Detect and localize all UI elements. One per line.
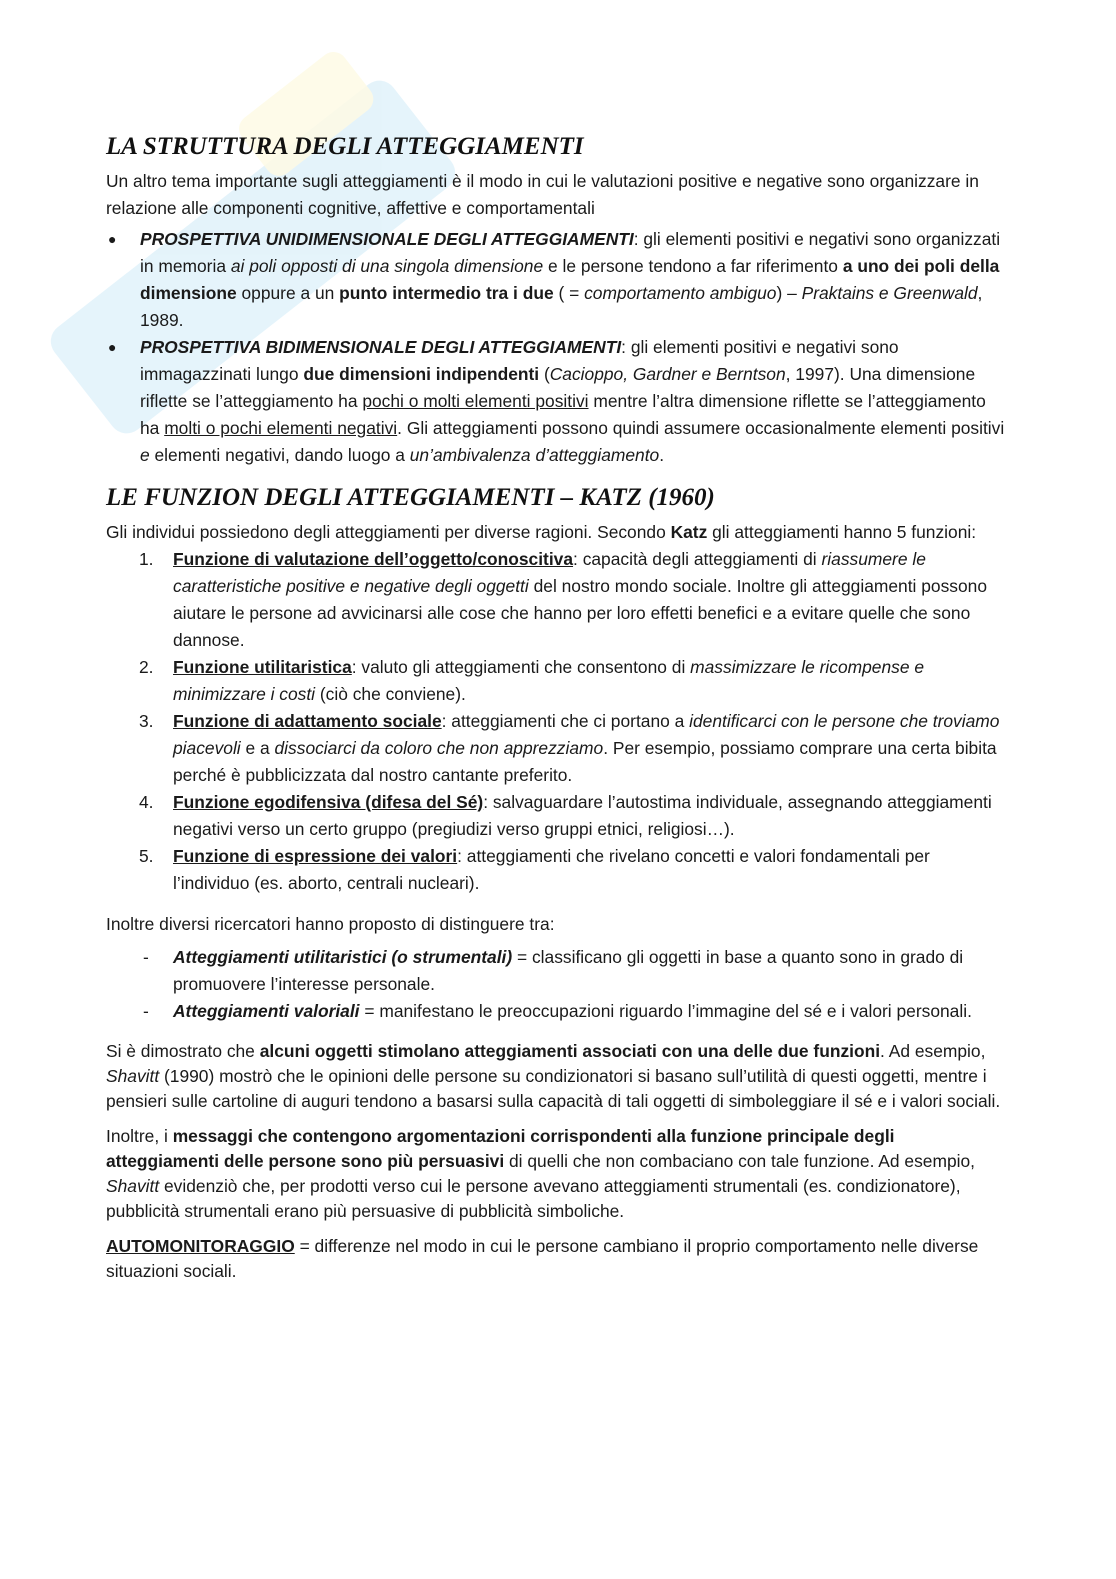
section-title-structure: LA STRUTTURA DEGLI ATTEGGIAMENTI: [106, 133, 584, 160]
list-item: 5. Funzione di espressione dei valori: atteggiamenti che rivelano concetti e valori fondamentali per l’individuo (es. aborto, centrali nucleari).: [139, 846, 930, 893]
list-item: - Atteggiamenti valoriali = manifestano le preoccupazioni riguardo l’immagine del sé e i valori personali.: [143, 1001, 972, 1021]
list-item: 2. Funzione utilitaristica: valuto gli atteggiamenti che consentono di massimizzare le ricompense e minimizzare i costi (ciò che conviene).: [139, 657, 925, 704]
list-item: 3. Funzione di adattamento sociale: atteggiamenti che ci portano a identificarci con le persone che troviamo piacevoli e a dissociarci da coloro che non apprezziamo. Per esempio, possiamo comprare una certa bibita perché è pubblicizzata dal nostro cantante preferito.: [139, 711, 1000, 785]
self-monitoring-paragraph: AUTOMONITORAGGIO = differenze nel modo in cui le persone cambiano il proprio comportamento nelle diverse situazioni sociali.: [106, 1236, 979, 1281]
messages-paragraph: Inoltre, i messaggi che contengono argomentazioni corrispondenti alla funzione principale degli atteggiamenti delle persone sono più persuasivi di quelli che non combaciano con tale funzione. Ad esempio, Shavitt evidenziò che, per prodotti verso cui le persone avevano atteggiamenti strumentali (es. condizionatore), pubblicità strumentali erano più persuasive di pubblicità simboliche.: [106, 1126, 975, 1221]
list-item: 1. Funzione di valutazione dell’oggetto/conoscitiva: capacità degli atteggiamenti di riassumere le caratteristiche positive e negative degli oggetti del nostro mondo sociale. Inoltre gli atteggiamenti possono aiutare le persone ad avvicinarsi alle cose che hanno per loro effetti benefici e a evitare quelle che sono dannose.: [139, 549, 987, 650]
attitude-types-list: [106, 944, 1006, 1025]
document-page: [106, 130, 1006, 1294]
bullet-icon: ●: [108, 339, 117, 355]
functions-intro: Gli individui possiedono degli atteggiamenti per diverse ragioni. Secondo Katz gli atteggiamenti hanno 5 funzioni:: [106, 522, 977, 542]
list-item: ● PROSPETTIVA UNIDIMENSIONALE DEGLI ATTEGGIAMENTI: gli elementi positivi e negativi sono organizzati in memoria ai poli opposti di una singola dimensione e le persone tendono a far riferimento a uno dei poli della dimensione oppure a un punto intermedio tra i due ( = comportamento ambiguo) – Praktains e Greenwald, 1989.: [106, 226, 1006, 334]
perspective-list: [106, 226, 1006, 469]
bullet-icon: ●: [108, 231, 117, 247]
list-item: 4. Funzione egodifensiva (difesa del Sé): salvaguardare l’autostima individuale, assegnando atteggiamenti negativi verso un certo gruppo (pregiudizi verso gruppi etnici, religiosi…).: [139, 792, 992, 839]
list-item: - Atteggiamenti utilitaristici (o strumentali) = classificano gli oggetti in base a quanto sono in grado di promuovere l’interesse personale.: [143, 947, 964, 994]
intro-paragraph: Un altro tema importante sugli atteggiamenti è il modo in cui le valutazioni positive e negative sono organizzare in relazione alle componenti cognitive, affettive e comportamentali: [106, 171, 979, 218]
section-title-functions: LE FUNZION DEGLI ATTEGGIAMENTI – KATZ (1960): [106, 484, 715, 511]
functions-list: [106, 546, 1006, 897]
list-item: ● PROSPETTIVA BIDIMENSIONALE DEGLI ATTEGGIAMENTI: gli elementi positivi e negativi sono immagazzinati lungo due dimensioni indipendenti (Cacioppo, Gardner e Berntson, 1997). Una dimensione riflette se l’atteggiamento ha pochi o molti elementi positivi mentre l’altra dimensione riflette se l’atteggiamento ha molti o pochi elementi negativi. Gli atteggiamenti possono quindi assumere occasionalmente elementi positivi e elementi negativi, dando luogo a un’ambivalenza d’atteggiamento.: [106, 334, 1006, 469]
shavitt-paragraph: Si è dimostrato che alcuni oggetti stimolano atteggiamenti associati con una delle due funzioni. Ad esempio, Shavitt (1990) mostrò che le opinioni delle persone su condizionatori si basano sull’utilità di questi oggetti, mentre i pensieri sulle cartoline di auguri tendono a basarsi sulla capacità di tali oggetti di simboleggiare il sé e i valori sociali.: [106, 1041, 1001, 1111]
distinguish-paragraph: Inoltre diversi ricercatori hanno proposto di distinguere tra:: [106, 914, 555, 934]
